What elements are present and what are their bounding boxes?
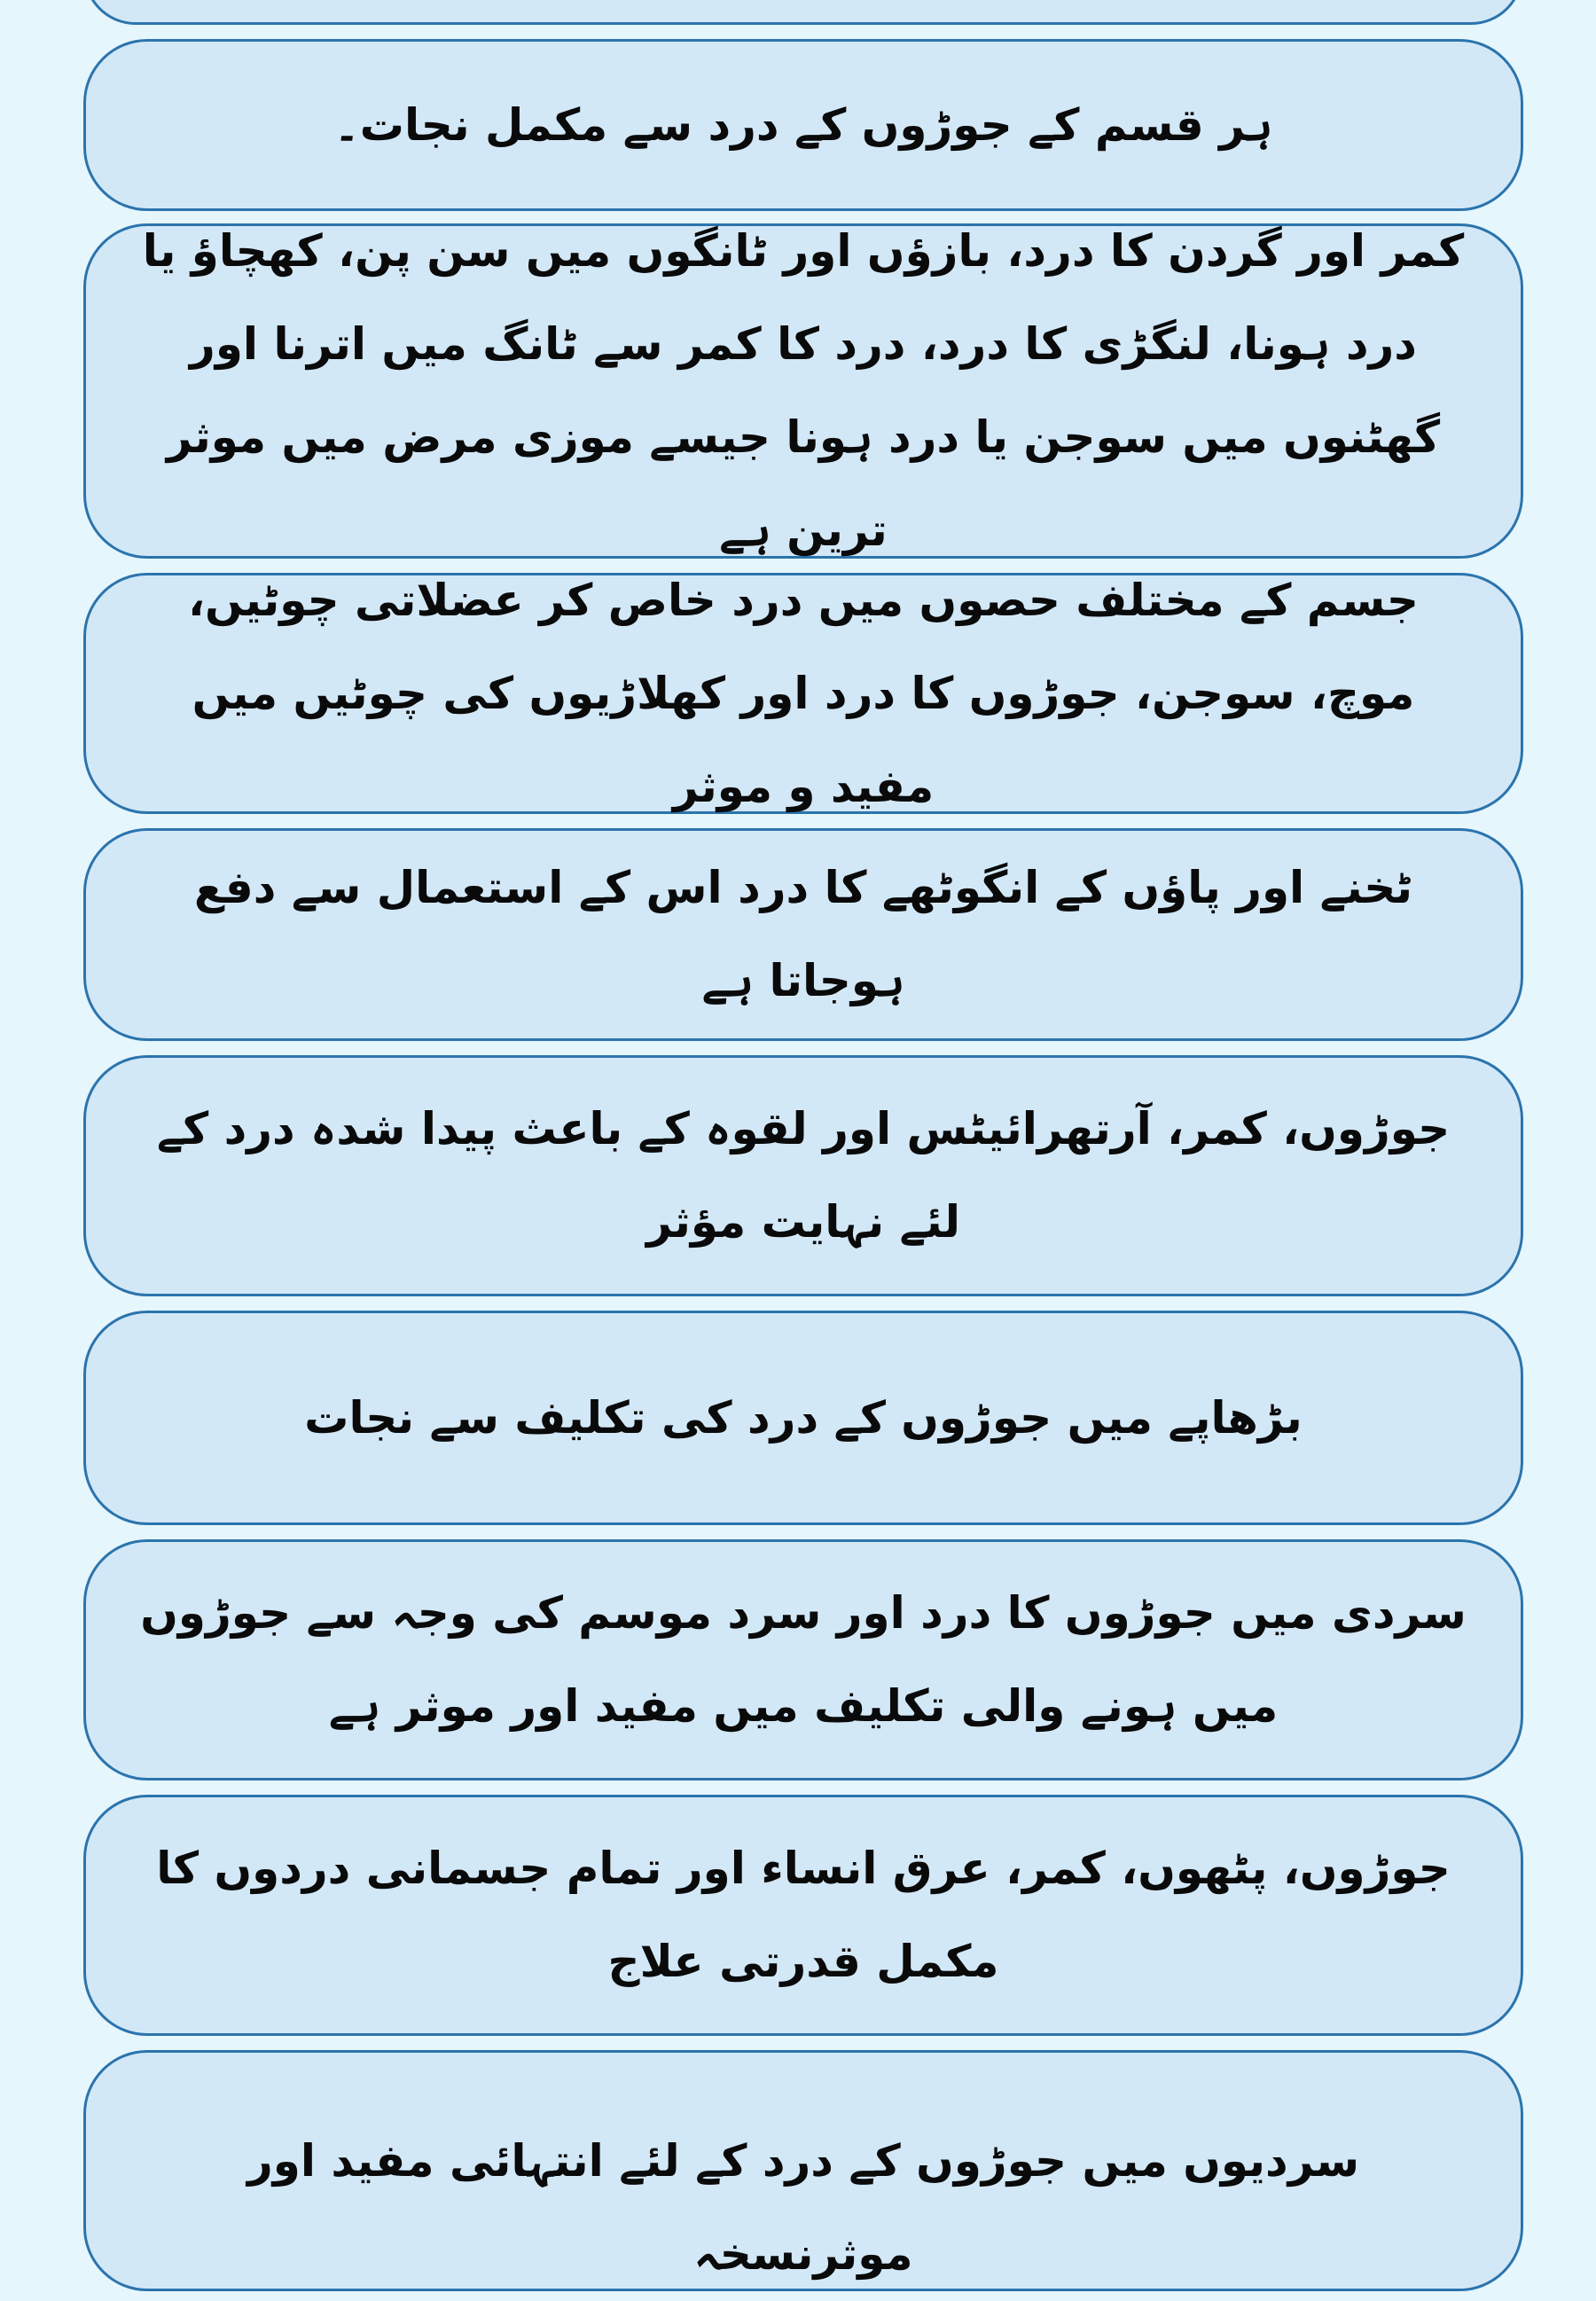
benefit-text: سردیوں میں جوڑوں کے درد کے لئے انتہائی مفید اور موثرنسخہ bbox=[246, 2135, 1359, 2280]
benefit-card-natural-cure bbox=[83, 1795, 1523, 2036]
benefit-card-partial-top bbox=[83, 0, 1523, 25]
benefit-card-muscle-injuries bbox=[83, 573, 1523, 814]
benefit-card-back-neck-pain bbox=[83, 223, 1523, 559]
benefit-text: جوڑوں، پٹھوں، کمر، عرق انساء اور تمام جسمانی دردوں کا مکمل قدرتی علاج bbox=[156, 1843, 1451, 1987]
benefit-text: بڑھاپے میں جوڑوں کے درد کی تکلیف سے نجات bbox=[304, 1391, 1303, 1444]
benefit-text: ہر قسم کے جوڑوں کے درد سے مکمل نجات۔ bbox=[333, 98, 1273, 151]
benefit-text: جوڑوں، کمر، آرتھرائیٹس اور لقوہ کے باعث پیدا شدہ درد کے لئے نہایت مؤثر bbox=[156, 1103, 1451, 1248]
benefit-text: سردی میں جوڑوں کا درد اور سرد موسم کی وجہ سے جوڑوں میں ہونے والی تکلیف میں مفید اور موثر ہے bbox=[140, 1587, 1467, 1732]
benefit-card-winter-pain bbox=[83, 1539, 1523, 1781]
benefit-text: کمر اور گردن کا درد، بازؤں اور ٹانگوں میں سن پن، کھچاؤ یا درد ہونا، لنگڑی کا درد، درد کا کمر سے ٹانگ میں اترنا اور گھٹنوں میں سوجن یا درد ہونا جیسے موزی مرض میں موثر ترین ہے bbox=[142, 225, 1465, 556]
benefit-text: ٹخنے اور پاؤں کے انگوٹھے کا درد اس کے استعمال سے دفع ہوجاتا ہے bbox=[193, 862, 1413, 1006]
benefit-text: جسم کے مختلف حصوں میں درد خاص کر عضلاتی چوٹیں، موچ، سوجن، جوڑوں کا درد اور کھلاڑیوں کی چوٹیں میں مفید و موثر bbox=[188, 574, 1419, 812]
benefit-card-ankle-toe-pain bbox=[83, 828, 1523, 1041]
benefit-card-old-age bbox=[83, 1311, 1523, 1525]
benefit-card-arthritis bbox=[83, 1055, 1523, 1296]
benefit-card-complete-relief bbox=[83, 39, 1523, 211]
benefit-card-winter-remedy bbox=[83, 2050, 1523, 2291]
